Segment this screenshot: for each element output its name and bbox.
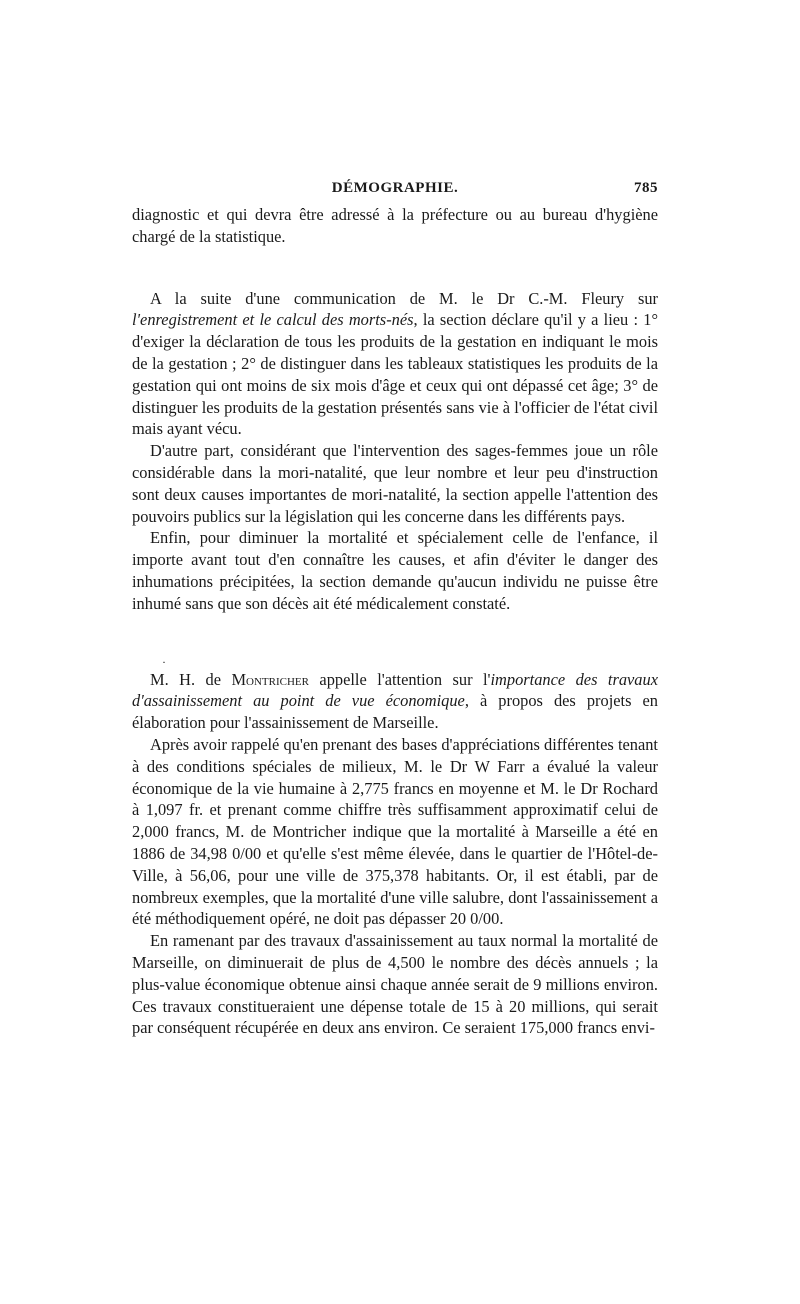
page-number: 785: [634, 180, 658, 196]
section-gap: [132, 248, 658, 288]
paragraph-montricher-topic: importance des travaux d'assainissement au point de vue économique: [132, 669, 658, 711]
paragraph-sages-femmes: D'autre part, considérant que l'intervention des sages-femmes joue un rôle considérable dans la mori-natalité, que leur nombre et leur peu d'instruction sont deux causes importantes de mori-natalité, la section appelle l'attention des pouvoirs publics sur la législation qui les concerne dans les différents pays.: [132, 441, 658, 526]
section-gap: [132, 615, 658, 663]
paragraph-montricher-name: Montricher: [231, 669, 309, 689]
paragraph-montricher-intro: M. H. de: [150, 669, 232, 689]
stray-dot: ·: [162, 654, 166, 669]
stray-mark: [132, 654, 658, 669]
paragraph-fleury-body: , la section déclare qu'il y a lieu : 1° d'exiger la déclaration de tous les produits de la gestation en indiquant le mois de la gestation ; 2° de distinguer dans les tableaux statistiques les produits de la gestation qui ont moins de six mois d'âge et ceux qui ont dépassé cet âge; 3° de distinguer les produits de la gestation présentés sans vie à l'officier de l'état civil mais ayant vécu.: [132, 310, 658, 439]
running-title: DÉMOGRAPHIE.: [331, 180, 459, 196]
document-page: [132, 178, 658, 1039]
paragraph-montricher: [132, 669, 658, 734]
running-head: [132, 178, 658, 204]
paragraph-fleury-topic: l'enregistrement et le calcul des morts-nés: [132, 310, 414, 330]
paragraph-farr: Après avoir rappelé qu'en prenant des bases d'appréciations différentes tenant à des conditions spéciales de milieux, M. le Dr W Farr a évalué la valeur économique de la vie humaine à 2,775 francs en moyenne et M. le Dr Rochard à 1,097 fr. et prenant comme chiffre très suffisamment approximatif celui de 2,000 francs, M. de Montricher indique que la mortalité à Marseille a été en 1886 de 34,98 0/00 et qu'elle s'est même élevée, dans le quartier de l'Hôtel-de-Ville, à 56,06, pour une ville de 375,378 habitants. Or, il est établi, par de nombreux exemples, que la mortalité d'une ville salubre, dont l'assainissement a été méthodiquement opéré, ne doit pas dépasser 20 0/00.: [132, 734, 658, 929]
paragraph-fleury: [132, 288, 658, 441]
paragraph-montricher-body: , à propos des projets en élaboration pour l'assainissement de Marseille.: [132, 691, 658, 733]
paragraph-inhumations: Enfin, pour diminuer la mortalité et spécialement celle de l'enfance, il importe avant tout d'en connaître les causes, et afin d'éviter le danger des inhumations précipitées, la section demande qu'aucun individu ne puisse être inhumé sans que son décès ait été médicalement constaté.: [132, 528, 658, 613]
paragraph-montricher-lead: appelle l'attention sur l': [308, 669, 491, 689]
paragraph-fleury-intro: A la suite d'une communication de M. le Dr C.-M. Fleury sur: [150, 288, 658, 308]
paragraph-continuation: diagnostic et qui devra être adressé à la préfecture ou au bureau d'hygiène chargé de la statistique.: [132, 205, 658, 246]
paragraph-marseille: En ramenant par des travaux d'assainissement au taux normal la mortalité de Marseille, on diminuerait de plus de 4,500 le nombre des décès annuels ; la plus-value économique obtenue ainsi chaque année serait de 9 millions environ. Ces travaux constitueraient une dépense totale de 15 à 20 millions, qui serait par conséquent récupérée en deux ans environ. Ce seraient 175,000 francs envi-: [132, 931, 658, 1038]
